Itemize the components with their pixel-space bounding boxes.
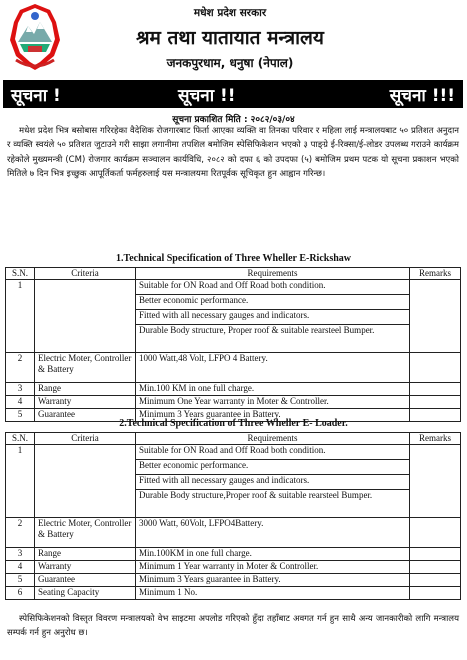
row-requirement: Better economic performance. <box>136 460 410 475</box>
row-requirement: Suitable for ON Road and Off Road both condition. <box>136 445 410 460</box>
publish-date: सूचना प्रकाशित मिति : २०८२/०३/०४ <box>172 115 295 125</box>
col-remarks: Remarks <box>410 268 461 280</box>
row-requirement: Minimum 3 Years guarantee in Battery. <box>136 574 410 587</box>
row-sn: 5 <box>6 574 35 587</box>
row-remarks <box>410 574 461 587</box>
banner-right: सूचना !!! <box>389 86 455 106</box>
banner-center: सूचना !! <box>178 86 236 106</box>
row-sn: 2 <box>6 518 35 548</box>
row-sn: 1 <box>6 280 35 353</box>
intro-paragraph: मधेश प्रदेश भित्र बसोबास गरिरहेका वैदेशिक रोजगारबाट फिर्ता आएका व्यक्ति वा तिनका परिवार र महिला लाई मन्त्रालयबाट ५० प्रतिशत अनुदान र व्यक्ति स्वयंले ५० प्रतिशत जुटाउने गरी साझा लगानीमा तपशिल बमोजिम स्पेसिफिकेशन भएको ३ पाङ्ग्रे ई-रिक्सा/ई-लोडर उपलब्ध गराउने कार्यक्रम रहेकोले मुख्यमन्त्री (CM) रोजगार कार्यक्रम सञ्चालन कार्यविधि, २०८२ को दफा ६ को उपदफा (५) बमोजिम प्रथम पटक यो सूचना प्रकाशन भएको मितिले ७ दिन भित्र इच्छुक आपूर्तिकर्ता फर्महरुलाई यस मन्त्रालयमा रितपूर्वक सूचिकृत हुन आह्वान गरिन्छ। <box>7 126 459 179</box>
row-remarks <box>410 353 461 383</box>
row-requirement: Min.100KM in one full charge. <box>136 548 410 561</box>
row-sn: 4 <box>6 396 35 409</box>
row-requirement: Minimum 3 Years guarantee in Battery. <box>136 409 410 422</box>
row-requirement: 1000 Watt,48 Volt, LFPO 4 Battery. <box>136 353 410 383</box>
col-criteria: Criteria <box>35 433 136 445</box>
row-criteria: Range <box>35 383 136 396</box>
row-requirement: Suitable for ON Road and Off Road both condition. <box>136 280 410 295</box>
spec-table-rickshaw <box>5 267 461 422</box>
government-name: मधेश प्रदेश सरकार <box>193 7 267 19</box>
row-remarks <box>410 518 461 548</box>
col-sn: S.N. <box>6 433 35 445</box>
col-remarks: Remarks <box>410 433 461 445</box>
row-criteria: Range <box>35 548 136 561</box>
row-requirement: Min.100 KM in one full charge. <box>136 383 410 396</box>
row-remarks <box>410 396 461 409</box>
table-row <box>6 383 461 396</box>
row-requirement: Durable Body structure,Proper roof & suitable rearsteel Bumper. <box>136 490 410 518</box>
col-requirements: Requirements <box>136 433 410 445</box>
table-row <box>6 280 461 295</box>
col-sn: S.N. <box>6 268 35 280</box>
row-remarks <box>410 383 461 396</box>
table-row <box>6 561 461 574</box>
banner-left: सूचना ! <box>11 86 61 106</box>
table-header-row <box>6 268 461 280</box>
table-row <box>6 353 461 383</box>
row-sn: 3 <box>6 548 35 561</box>
row-remarks <box>410 561 461 574</box>
row-remarks <box>410 280 461 353</box>
table1-title: 1.Technical Specification of Three Wheller E-Rickshaw <box>115 253 351 264</box>
row-criteria: Warranty <box>35 561 136 574</box>
row-criteria <box>35 445 136 518</box>
row-requirement: Better economic performance. <box>136 295 410 310</box>
table-row <box>6 445 461 460</box>
row-requirement: Minimum 1 No. <box>136 587 410 600</box>
row-requirement: 3000 Watt, 60Volt, LFPO4Battery. <box>136 518 410 548</box>
row-sn: 6 <box>6 587 35 600</box>
row-criteria: Guarantee <box>35 409 136 422</box>
row-criteria <box>35 280 136 353</box>
table-row <box>6 396 461 409</box>
col-requirements: Requirements <box>136 268 410 280</box>
row-criteria: Warranty <box>35 396 136 409</box>
row-criteria: Electric Moter, Controller & Battery <box>35 353 136 383</box>
row-requirement: Durable Body structure, Proper roof & suitable rearsteel Bumper. <box>136 325 410 353</box>
table-row <box>6 518 461 548</box>
row-requirement: Minimum One Year warranty in Moter & Controller. <box>136 396 410 409</box>
row-requirement: Fitted with all necessary gauges and indicators. <box>136 475 410 490</box>
nepal-emblem-icon <box>6 2 64 72</box>
row-criteria: Seating Capacity <box>35 587 136 600</box>
row-criteria: Electric Moter, Controller & Battery <box>35 518 136 548</box>
row-remarks <box>410 548 461 561</box>
row-sn: 4 <box>6 561 35 574</box>
table-header-row <box>6 433 461 445</box>
row-sn: 1 <box>6 445 35 518</box>
table-row <box>6 548 461 561</box>
table-row <box>6 574 461 587</box>
row-requirement: Minimum 1 Year warranty in Moter & Controller. <box>136 561 410 574</box>
row-criteria: Guarantee <box>35 574 136 587</box>
table-row <box>6 587 461 600</box>
table2-title: 2.Technical Specification of Three Wheller E- Loader. <box>119 418 348 429</box>
col-criteria: Criteria <box>35 268 136 280</box>
row-sn: 3 <box>6 383 35 396</box>
notice-banner <box>3 80 463 108</box>
footer-note: स्पेसिफिकेशनको विस्तृत विवरण मन्त्रालयको वेभ साइटमा अपलोड गरिएको हुँदा तहाँबाट अवगत गर्न हुन साथै अन्य जानकारीको लागि मन्त्रालय सम्पर्क गर्न हुन अनुरोध छ। <box>7 614 459 639</box>
row-remarks <box>410 445 461 518</box>
spec-table-loader <box>5 432 461 600</box>
row-requirement: Fitted with all necessary gauges and indicators. <box>136 310 410 325</box>
ministry-location: जनकपुरधाम, धनुषा (नेपाल) <box>166 56 294 70</box>
ministry-name: श्रम तथा यातायात मन्त्रालय <box>136 27 324 49</box>
row-sn: 2 <box>6 353 35 383</box>
row-remarks <box>410 587 461 600</box>
row-sn: 5 <box>6 409 35 422</box>
